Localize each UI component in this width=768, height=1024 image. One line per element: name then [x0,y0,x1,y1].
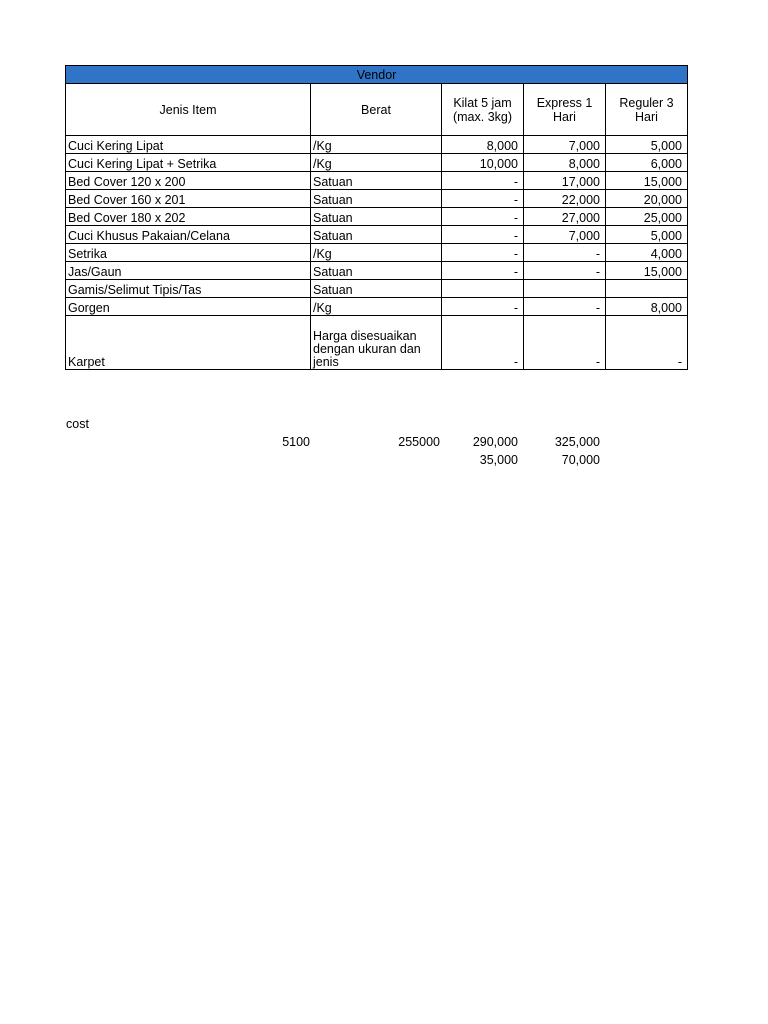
cell-kilat: - [442,172,524,190]
table-row [66,244,688,262]
cell-berat: Satuan [311,208,442,226]
header-kilat: Kilat 5 jam (max. 3kg) [442,84,524,136]
cell-express: 22,000 [524,190,606,208]
cell-berat: /Kg [311,298,442,316]
cell-item: Karpet [66,316,311,370]
cell-kilat: - [442,244,524,262]
cell-reguler: 5,000 [606,226,688,244]
cell-kilat: - [442,262,524,280]
cell-express: 7,000 [524,136,606,154]
cell-berat: Satuan [311,190,442,208]
cost-value: 35,000 [479,453,518,467]
cell-express: 17,000 [524,172,606,190]
cell-item: Cuci Kering Lipat [66,136,311,154]
cell-express: - [524,298,606,316]
cell-berat: /Kg [311,244,442,262]
cell-berat: /Kg [311,154,442,172]
header-jenis-item: Jenis Item [66,84,311,136]
cost-label: cost [66,417,89,431]
cost-value: 290,000 [472,435,518,449]
header-berat: Berat [311,84,442,136]
cell-reguler: 25,000 [606,208,688,226]
cell-item: Setrika [66,244,311,262]
cell-item: Bed Cover 180 x 202 [66,208,311,226]
cell-kilat: - [442,298,524,316]
cell-express: - [524,316,606,370]
cell-item: Cuci Kering Lipat + Setrika [66,154,311,172]
cell-kilat: - [442,316,524,370]
cell-reguler: 15,000 [606,172,688,190]
cell-kilat: 8,000 [442,136,524,154]
cell-reguler: 8,000 [606,298,688,316]
cell-express: 7,000 [524,226,606,244]
table-title: Vendor [66,66,688,84]
cell-kilat: 10,000 [442,154,524,172]
cell-kilat [442,280,524,298]
cell-berat: Satuan [311,226,442,244]
table-row [66,154,688,172]
cell-express: - [524,244,606,262]
table-title-row [66,66,688,84]
table-row [66,298,688,316]
cell-reguler: - [606,316,688,370]
cell-berat: Harga disesuaikan dengan ukuran dan jenis [311,316,442,370]
cell-reguler [606,280,688,298]
cost-value: 70,000 [561,453,600,467]
cost-value: 255000 [398,435,440,449]
vendor-price-table [65,65,688,370]
cell-reguler: 5,000 [606,136,688,154]
cell-item: Bed Cover 160 x 201 [66,190,311,208]
table-row [66,172,688,190]
cell-reguler: 20,000 [606,190,688,208]
cost-value: 325,000 [554,435,600,449]
cell-kilat: - [442,190,524,208]
table-row [66,136,688,154]
cell-express: 27,000 [524,208,606,226]
cell-berat: Satuan [311,280,442,298]
cell-reguler: 4,000 [606,244,688,262]
table-row [66,226,688,244]
header-row [66,84,688,136]
cell-berat: Satuan [311,172,442,190]
header-express: Express 1 Hari [524,84,606,136]
cell-express [524,280,606,298]
table-row [66,262,688,280]
cell-item: Jas/Gaun [66,262,311,280]
cost-value: 5100 [282,435,310,449]
cell-item: Cuci Khusus Pakaian/Celana [66,226,311,244]
table-row [66,208,688,226]
cell-reguler: 15,000 [606,262,688,280]
cell-item: Bed Cover 120 x 200 [66,172,311,190]
cell-berat: /Kg [311,136,442,154]
cell-item: Gamis/Selimut Tipis/Tas [66,280,311,298]
table-row [66,190,688,208]
cell-express: - [524,262,606,280]
cell-kilat: - [442,208,524,226]
cell-kilat: - [442,226,524,244]
table-row [66,280,688,298]
table-row [66,316,688,370]
cell-reguler: 6,000 [606,154,688,172]
cell-berat: Satuan [311,262,442,280]
cell-item: Gorgen [66,298,311,316]
header-reguler: Reguler 3 Hari [606,84,688,136]
cell-express: 8,000 [524,154,606,172]
